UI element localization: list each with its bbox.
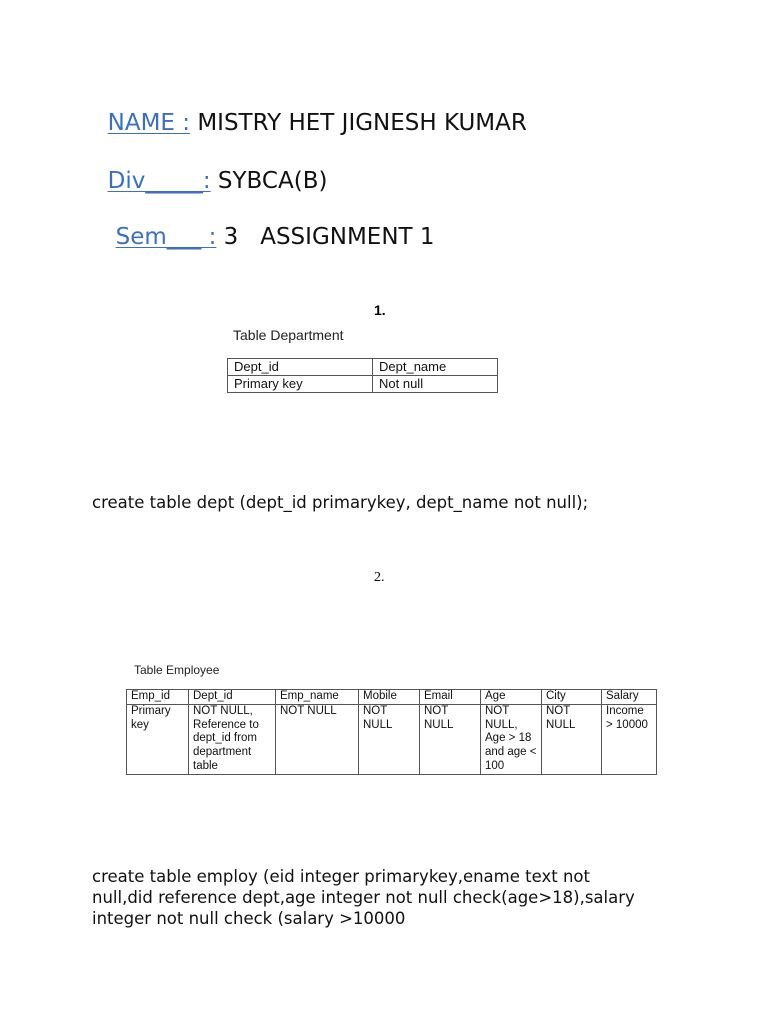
- sem-value: 3 ASSIGNMENT 1: [216, 224, 435, 250]
- question-1-answer: create table dept (dept_id primarykey, dept_name not null);: [92, 493, 589, 512]
- employee-col-salary: Salary: [602, 690, 657, 705]
- employee-table: [126, 689, 657, 775]
- employee-cell-email: NOT NULL: [420, 704, 481, 774]
- employee-cell-dept-id: NOT NULL, Reference to dept_id from department table: [189, 704, 276, 774]
- department-table-header-row: [228, 359, 498, 376]
- question-2-answer: create table employ (eid integer primarykey,ename text not null,did reference dept,age integer not null check(age>18),salary integer not null check (salary >10000: [92, 867, 641, 928]
- employee-col-dept-id: Dept_id: [189, 690, 276, 705]
- department-cell-dept-id: Primary key: [228, 376, 373, 393]
- name-label: NAME :: [107, 110, 191, 136]
- employee-table-header-row: [127, 690, 657, 705]
- employee-cell-city: NOT NULL: [542, 704, 602, 774]
- sem-label: Sem___ :: [115, 224, 217, 250]
- employee-cell-age: NOT NULL, Age > 18 and age < 100: [481, 704, 542, 774]
- sem-line: [101, 203, 435, 249]
- department-cell-dept-name: Not null: [373, 376, 498, 393]
- employee-cell-mobile: NOT NULL: [359, 704, 420, 774]
- employee-cell-emp-name: NOT NULL: [276, 704, 359, 774]
- name-value: MISTRY HET JIGNESH KUMAR: [190, 110, 527, 136]
- employee-cell-emp-id: Primary key: [127, 704, 189, 774]
- employee-col-emp-name: Emp_name: [276, 690, 359, 705]
- department-table-caption: Table Department: [233, 327, 344, 343]
- employee-col-mobile: Mobile: [359, 690, 420, 705]
- department-col-dept-id: Dept_id: [228, 359, 373, 376]
- div-label: Div_____:: [107, 168, 211, 194]
- table-row: [228, 376, 498, 393]
- employee-col-emp-id: Emp_id: [127, 690, 189, 705]
- employee-col-email: Email: [420, 690, 481, 705]
- department-col-dept-name: Dept_name: [373, 359, 498, 376]
- question-1-number: 1.: [374, 302, 386, 318]
- department-table: [227, 358, 498, 393]
- div-value: SYBCA(B): [210, 168, 328, 194]
- employee-cell-salary: Income > 10000: [602, 704, 657, 774]
- table-row: [127, 704, 657, 774]
- div-line: [93, 147, 327, 193]
- employee-col-age: Age: [481, 690, 542, 705]
- employee-col-city: City: [542, 690, 602, 705]
- question-2-number: 2.: [374, 570, 385, 585]
- name-line: [93, 89, 527, 135]
- employee-table-caption: Table Employee: [134, 663, 220, 677]
